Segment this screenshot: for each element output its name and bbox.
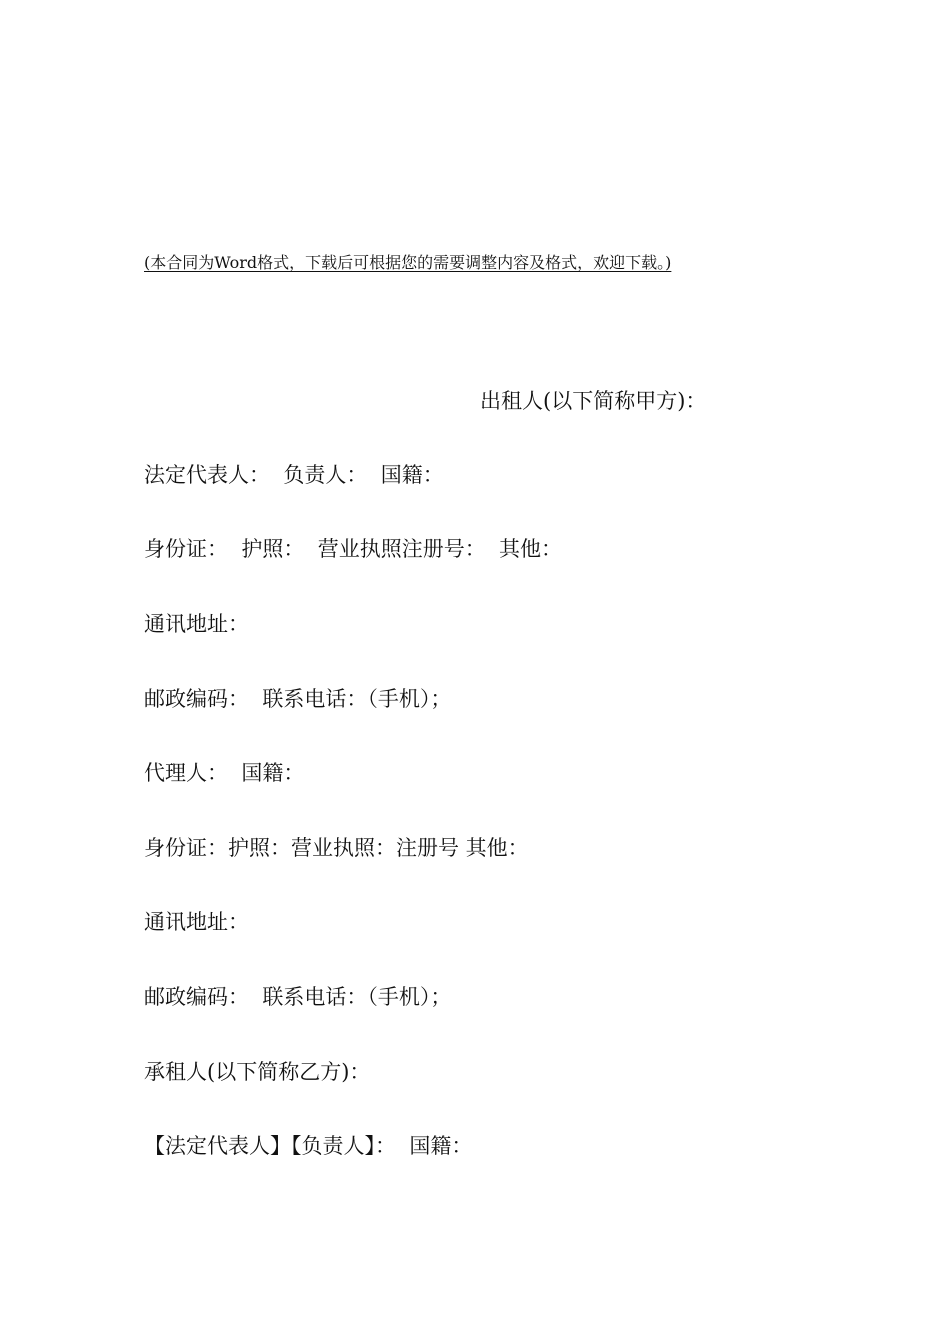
agent-line: 代理人： 国籍： xyxy=(144,761,305,785)
lessor-address-line: 通讯地址： xyxy=(144,612,249,636)
agent-address-line: 通讯地址： xyxy=(144,910,249,934)
format-notice: (本合同为Word格式，下载后可根据您的需要调整内容及格式，欢迎下载。) xyxy=(144,253,672,272)
lessor-representative-line: 法定代表人： 负责人： 国籍： xyxy=(144,463,444,487)
agent-id-line: 身份证：护照：营业执照：注册号 其他： xyxy=(144,836,529,860)
lessee-representative-line: 【法定代表人】【负责人】： 国籍： xyxy=(144,1134,473,1158)
lessor-postal-phone-line: 邮政编码： 联系电话：（手机）； xyxy=(144,687,452,711)
lessee-heading: 承租人(以下简称乙方)： xyxy=(144,1060,371,1084)
lessor-heading: 出租人(以下简称甲方)： xyxy=(480,389,707,413)
lessor-id-line: 身份证： 护照： 营业执照注册号： 其他： xyxy=(144,537,563,561)
agent-postal-phone-line: 邮政编码： 联系电话：（手机）； xyxy=(144,985,452,1009)
